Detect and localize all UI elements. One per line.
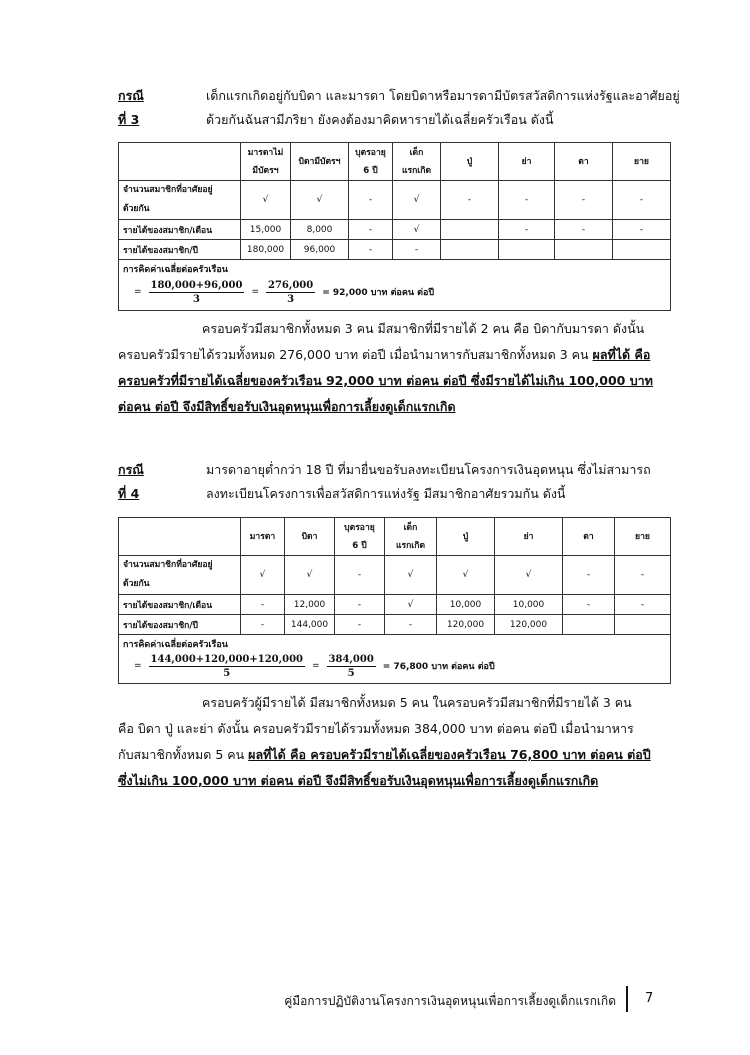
table-cell <box>613 240 671 260</box>
table-cell: √ <box>385 556 437 595</box>
table-cell: - <box>563 595 615 615</box>
table-cell: 144,000 <box>285 615 335 635</box>
case4-line1: มารดาอายุต่ำกว่า 18 ปี ที่มายื่นขอรับลงทะเบียนโครงการเงินอุดหนุน ซึ่งไม่สามารถ <box>206 462 651 477</box>
fraction <box>149 654 305 679</box>
row-label: จำนวนสมาชิกที่อาศัยอยู่ ด้วยกัน <box>119 556 241 595</box>
row-label: รายได้ของสมาชิก/ปี <box>119 240 241 260</box>
page-number: 7 <box>645 991 654 1006</box>
table-row <box>119 240 671 260</box>
equals-sign: = <box>251 287 259 297</box>
case3-header-cell: มารดาไม่ มีบัตรฯ <box>241 143 291 181</box>
footer-divider <box>626 986 628 1012</box>
table-cell: √ <box>393 181 441 220</box>
row-label: รายได้ของสมาชิก/เดือน <box>119 220 241 240</box>
fraction <box>266 280 315 305</box>
calc-row <box>119 635 671 684</box>
row-label: รายได้ของสมาชิก/เดือน <box>119 595 241 615</box>
calc-label: การคิดค่าเฉลี่ยต่อครัวเรือน <box>123 640 228 650</box>
paragraph-line: ต่อคน ต่อปี จึงมีสิทธิ์ขอรับเงินอุดหนุนเพื่อการเลี้ยงดูเด็กแรกเกิด <box>118 399 456 414</box>
table-cell: √ <box>495 556 563 595</box>
table-row <box>119 556 671 595</box>
fraction <box>149 280 245 305</box>
fraction-numerator: 180,000+96,000 <box>150 279 243 291</box>
table-cell: √ <box>241 181 291 220</box>
average-formula <box>123 276 666 308</box>
table-cell <box>615 615 671 635</box>
case4-header-cell: บุตรอายุ 6 ปี <box>335 518 385 556</box>
table-cell: - <box>613 181 671 220</box>
table-cell: 10,000 <box>495 595 563 615</box>
table-cell: - <box>615 595 671 615</box>
table-cell: √ <box>291 181 349 220</box>
calc-cell <box>119 635 671 684</box>
fraction-denominator: 3 <box>287 293 295 305</box>
paragraph-line: กับสมาชิกทั้งหมด 5 คน ผลที่ได้ คือ ครอบครัวมีรายได้เฉลี่ยของครัวเรือน 76,800 บาท ต่อคน ต่อปี <box>118 747 651 762</box>
table-cell: √ <box>393 220 441 240</box>
case3-header-blank <box>119 143 241 181</box>
table-cell: 15,000 <box>241 220 291 240</box>
case4-header-row <box>119 518 671 556</box>
case3-header-cell: ย่า <box>499 143 555 181</box>
fraction-numerator: 276,000 <box>267 279 314 291</box>
table-cell: - <box>349 181 393 220</box>
table-cell: - <box>241 595 285 615</box>
case4-header-cell: ปู่ <box>437 518 495 556</box>
row-label: รายได้ของสมาชิก/ปี <box>119 615 241 635</box>
fraction-denominator: 5 <box>347 667 355 679</box>
case3-summary <box>118 316 670 420</box>
case4-header-cell: ตา <box>563 518 615 556</box>
case3-header-cell: ตา <box>555 143 613 181</box>
table-cell: - <box>563 556 615 595</box>
table-cell: - <box>555 181 613 220</box>
case3-label: กรณีที่ 3 <box>118 88 144 127</box>
table-cell: √ <box>241 556 285 595</box>
table-cell: - <box>555 220 613 240</box>
table-cell: 120,000 <box>495 615 563 635</box>
table-cell <box>563 615 615 635</box>
table-cell: - <box>499 220 555 240</box>
table-cell: - <box>615 556 671 595</box>
case4-header-cell: เด็ก แรกเกิด <box>385 518 437 556</box>
table-cell: - <box>335 615 385 635</box>
table-cell: 12,000 <box>285 595 335 615</box>
table-cell: - <box>349 220 393 240</box>
table-cell <box>441 220 499 240</box>
average-formula <box>123 651 666 681</box>
calc-row <box>119 260 671 311</box>
formula-result: = 76,800 บาท ต่อคน ต่อปี <box>382 662 495 672</box>
case3-header-cell: ปู่ <box>441 143 499 181</box>
table-cell: - <box>335 595 385 615</box>
case4-description <box>206 458 676 506</box>
table-row <box>119 181 671 220</box>
case3-description <box>206 84 680 132</box>
table-cell: √ <box>285 556 335 595</box>
table-cell: 120,000 <box>437 615 495 635</box>
case4-table <box>118 517 671 684</box>
table-cell: - <box>349 240 393 260</box>
case3-header-cell: ยาย <box>613 143 671 181</box>
table-cell: - <box>335 556 385 595</box>
equals-sign: = <box>312 661 320 671</box>
table-cell: - <box>499 181 555 220</box>
paragraph-line: ครอบครัวมีรายได้รวมทั้งหมด 276,000 บาท ต่อปี เมื่อนำมาหารกับสมาชิกทั้งหมด 3 คน ผลที่ได้ คือ <box>118 347 651 362</box>
case3-table <box>118 142 671 311</box>
paragraph-line: ซึ่งไม่เกิน 100,000 บาท ต่อคน ต่อปี จึงมีสิทธิ์ขอรับเงินอุดหนุนเพื่อการเลี้ยงดูเด็กแรกเกิด <box>118 773 599 788</box>
case4-label: กรณีที่ 4 <box>118 462 144 501</box>
table-cell: √ <box>385 595 437 615</box>
fraction-denominator: 3 <box>193 293 200 305</box>
table-cell <box>499 240 555 260</box>
table-cell: 8,000 <box>291 220 349 240</box>
table-cell <box>555 240 613 260</box>
case3-header-cell: เด็ก แรกเกิด <box>393 143 441 181</box>
table-row <box>119 615 671 635</box>
case4-header-cell: ย่า <box>495 518 563 556</box>
formula-result: = 92,000 บาท ต่อคน ต่อปี <box>322 288 435 298</box>
table-cell: 96,000 <box>291 240 349 260</box>
table-cell: - <box>441 181 499 220</box>
case3-header-cell: บิดามีบัตรฯ <box>291 143 349 181</box>
table-cell: - <box>385 615 437 635</box>
calc-cell <box>119 260 671 311</box>
paragraph-line: ครอบครัวมีสมาชิกทั้งหมด 3 คน มีสมาชิกที่มีรายได้ 2 คน คือ บิดากับมารดา ดังนั้น <box>202 321 645 336</box>
table-cell: - <box>241 615 285 635</box>
case4-header-cell: ยาย <box>615 518 671 556</box>
fraction <box>327 654 376 679</box>
row-label: จำนวนสมาชิกที่อาศัยอยู่ ด้วยกัน <box>119 181 241 220</box>
paragraph-line: คือ บิดา ปู่ และย่า ดังนั้น ครอบครัวมีรายได้รวมทั้งหมด 384,000 บาท ต่อคน ต่อปี เมื่อนำมาหาร <box>118 721 634 736</box>
table-cell: - <box>393 240 441 260</box>
table-cell: - <box>613 220 671 240</box>
case4-header-cell: มารดา <box>241 518 285 556</box>
fraction-numerator: 144,000+120,000+120,000 <box>150 653 303 665</box>
case4-header-cell: บิดา <box>285 518 335 556</box>
case3-line1: เด็กแรกเกิดอยู่กับบิดา และมารดา โดยบิดาหรือมารดามีบัตรสวัสดิการแห่งรัฐและอาศัยอยู่ <box>206 88 680 103</box>
case3-header-cell: บุตรอายุ 6 ปี <box>349 143 393 181</box>
fraction-numerator: 384,000 <box>328 653 374 665</box>
equals-sign: = <box>134 287 142 297</box>
table-cell: 180,000 <box>241 240 291 260</box>
table-row <box>119 220 671 240</box>
paragraph-line: ครอบครัวผู้มีรายได้ มีสมาชิกทั้งหมด 5 คน ในครอบครัวมีสมาชิกที่มีรายได้ 3 คน <box>202 695 632 710</box>
fraction-denominator: 5 <box>223 667 231 679</box>
equals-sign: = <box>134 661 142 671</box>
case3-header-row <box>119 143 671 181</box>
paragraph-line: ครอบครัวที่มีรายได้เฉลี่ยของครัวเรือน 92,000 บาท ต่อคน ต่อปี ซึ่งมีรายได้ไม่เกิน 100,000 บาท <box>118 373 653 388</box>
case4-header-blank <box>119 518 241 556</box>
footer-title: คู่มือการปฏิบัติงานโครงการเงินอุดหนุนเพื่อการเลี้ยงดูเด็กแรกเกิด <box>284 994 616 1008</box>
case4-line2: ลงทะเบียนโครงการเพื่อสวัสดิการแห่งรัฐ มีสมาชิกอาศัยรวมกัน ดังนี้ <box>206 486 566 501</box>
calc-label: การคิดค่าเฉลี่ยต่อครัวเรือน <box>123 265 228 275</box>
case3-line2: ด้วยกันฉันสามีภริยา ยังคงต้องมาคิดหารายได้เฉลี่ยครัวเรือน ดังนี้ <box>206 112 554 127</box>
table-cell: √ <box>437 556 495 595</box>
table-row <box>119 595 671 615</box>
case4-summary <box>118 690 670 794</box>
table-cell: 10,000 <box>437 595 495 615</box>
table-cell <box>441 240 499 260</box>
